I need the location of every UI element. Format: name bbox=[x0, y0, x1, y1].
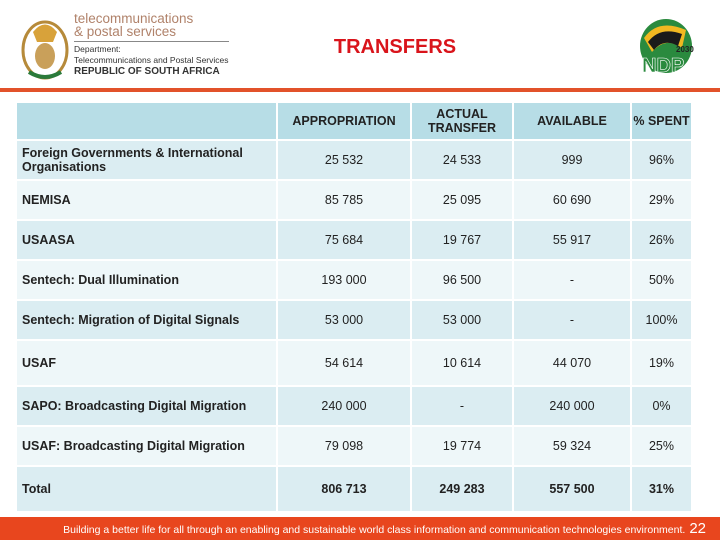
available-cell: 60 690 bbox=[514, 181, 630, 219]
dept-line2: & postal services bbox=[74, 24, 177, 39]
actual-transfer-cell: 25 095 bbox=[412, 181, 512, 219]
appropriation-cell: 54 614 bbox=[278, 341, 410, 385]
actual-transfer-cell: 24 533 bbox=[412, 141, 512, 179]
available-cell: 44 070 bbox=[514, 341, 630, 385]
appropriation-cell: 240 000 bbox=[278, 387, 410, 425]
percent-spent-cell: 29% bbox=[632, 181, 691, 219]
row-label: USAASA bbox=[17, 221, 276, 259]
actual-transfer-cell: 53 000 bbox=[412, 301, 512, 339]
available-cell: 59 324 bbox=[514, 427, 630, 465]
actual-transfer-cell: 96 500 bbox=[412, 261, 512, 299]
svg-text:2030: 2030 bbox=[676, 45, 694, 54]
appropriation-cell: 79 098 bbox=[278, 427, 410, 465]
actual-transfer-cell: 249 283 bbox=[412, 467, 512, 511]
table-row bbox=[17, 341, 691, 385]
appropriation-cell: 53 000 bbox=[278, 301, 410, 339]
percent-spent-cell: 31% bbox=[632, 467, 691, 511]
appropriation-cell: 85 785 bbox=[278, 181, 410, 219]
table-row bbox=[17, 387, 691, 425]
column-header-appropriation: APPROPRIATION bbox=[278, 103, 410, 139]
table-row bbox=[17, 141, 691, 179]
percent-spent-cell: 19% bbox=[632, 341, 691, 385]
actual-transfer-cell: 10 614 bbox=[412, 341, 512, 385]
table-row bbox=[17, 261, 691, 299]
dept-line4: Telecommunications and Postal Services bbox=[74, 55, 229, 65]
available-cell: - bbox=[514, 301, 630, 339]
total-row bbox=[17, 467, 691, 511]
dept-line5: REPUBLIC OF SOUTH AFRICA bbox=[74, 66, 220, 77]
ndp-logo bbox=[638, 18, 694, 78]
available-cell: - bbox=[514, 261, 630, 299]
available-cell: 240 000 bbox=[514, 387, 630, 425]
appropriation-cell: 25 532 bbox=[278, 141, 410, 179]
page-title: TRANSFERS bbox=[333, 36, 457, 58]
available-cell: 557 500 bbox=[514, 467, 630, 511]
footer-bar bbox=[0, 517, 720, 540]
column-header-percent-spent: % SPENT bbox=[632, 103, 691, 139]
percent-spent-cell: 50% bbox=[632, 261, 691, 299]
percent-spent-cell: 100% bbox=[632, 301, 691, 339]
table-row bbox=[17, 427, 691, 465]
column-header-label bbox=[17, 103, 276, 139]
percent-spent-cell: 25% bbox=[632, 427, 691, 465]
dept-line1: telecommunications bbox=[74, 11, 194, 26]
footer-slogan: Building a better life for all through an enabling and sustainable world class information and communication technologies environment. bbox=[63, 524, 686, 536]
actual-transfer-cell: - bbox=[412, 387, 512, 425]
row-label: Sentech: Migration of Digital Signals bbox=[17, 301, 276, 339]
row-label: USAF bbox=[17, 341, 276, 385]
table-header-row bbox=[17, 103, 691, 139]
row-label: Sentech: Dual Illumination bbox=[17, 261, 276, 299]
table-row bbox=[17, 301, 691, 339]
percent-spent-cell: 96% bbox=[632, 141, 691, 179]
actual-transfer-cell: 19 767 bbox=[412, 221, 512, 259]
column-header-available: AVAILABLE bbox=[514, 103, 630, 139]
row-label: Foreign Governments & International Organisations bbox=[17, 141, 276, 179]
table-row bbox=[17, 181, 691, 219]
svg-text:NDP: NDP bbox=[642, 55, 685, 77]
available-cell: 999 bbox=[514, 141, 630, 179]
row-label: NEMISA bbox=[17, 181, 276, 219]
column-header-actual-transfer: ACTUAL TRANSFER bbox=[412, 103, 512, 139]
percent-spent-cell: 26% bbox=[632, 221, 691, 259]
appropriation-cell: 193 000 bbox=[278, 261, 410, 299]
header-rule bbox=[0, 88, 720, 92]
appropriation-cell: 806 713 bbox=[278, 467, 410, 511]
row-label: Total bbox=[17, 467, 276, 511]
percent-spent-cell: 0% bbox=[632, 387, 691, 425]
appropriation-cell: 75 684 bbox=[278, 221, 410, 259]
dept-line3: Department: bbox=[74, 44, 121, 54]
page-number: 22 bbox=[689, 520, 706, 537]
row-label: SAPO: Broadcasting Digital Migration bbox=[17, 387, 276, 425]
row-label: USAF: Broadcasting Digital Migration bbox=[17, 427, 276, 465]
available-cell: 55 917 bbox=[514, 221, 630, 259]
transfers-table bbox=[15, 101, 693, 513]
actual-transfer-cell: 19 774 bbox=[412, 427, 512, 465]
table-row bbox=[17, 221, 691, 259]
